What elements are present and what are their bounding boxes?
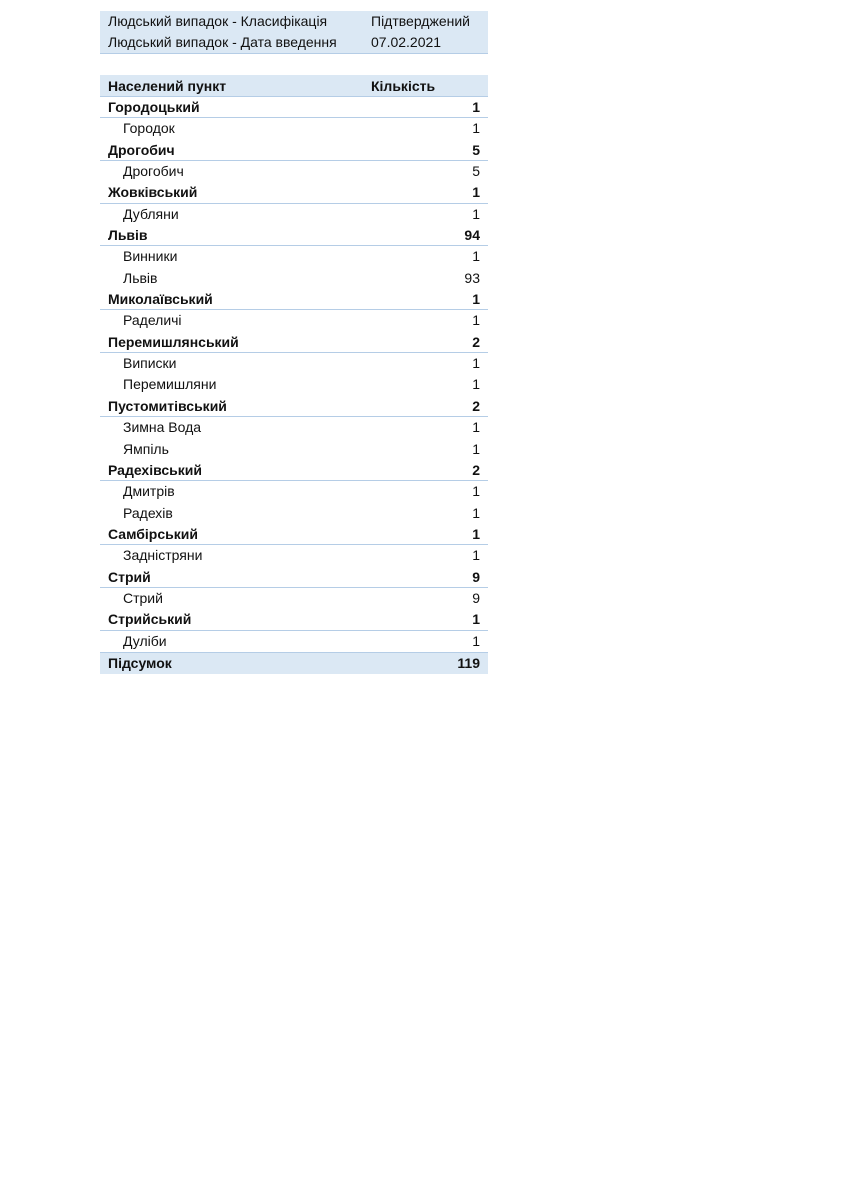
place-count: 1 [472, 376, 480, 393]
group-name: Жовківський [108, 184, 198, 201]
filter-value: 07.02.2021 [371, 34, 442, 50]
table-row [100, 631, 488, 652]
place-count: 1 [472, 632, 480, 649]
group-row [100, 182, 488, 203]
filter-row-date [100, 32, 488, 53]
filter-row-classification [100, 11, 488, 32]
group-total: 2 [472, 333, 480, 350]
group-row [100, 289, 488, 310]
column-header-count: Кількість [371, 78, 436, 94]
place-name: Дубляни [123, 205, 179, 222]
group-name: Перемишлянський [108, 333, 239, 350]
table-body [100, 97, 488, 652]
place-name: Стрий [123, 589, 163, 606]
place-name: Львів [123, 269, 158, 286]
group-total: 2 [472, 397, 480, 414]
group-total: 1 [472, 184, 480, 201]
table-row [100, 268, 488, 289]
group-name: Стрий [108, 568, 151, 585]
place-name: Задністряни [123, 547, 203, 564]
place-count: 1 [472, 419, 480, 436]
table-row [100, 246, 488, 267]
filter-label: Людський випадок - Дата введення [108, 34, 337, 50]
group-total: 1 [472, 611, 480, 628]
place-count: 5 [472, 163, 480, 180]
group-total: 9 [472, 568, 480, 585]
table-row [100, 439, 488, 460]
group-total: 2 [472, 461, 480, 478]
place-name: Ямпіль [123, 440, 169, 457]
group-total: 94 [464, 227, 480, 244]
group-name: Миколаївський [108, 291, 213, 308]
table-row [100, 503, 488, 524]
filter-value: Підтверджений [371, 13, 470, 29]
table-row [100, 545, 488, 566]
group-total: 5 [472, 141, 480, 158]
group-name: Стрийський [108, 611, 192, 628]
place-count: 93 [464, 269, 480, 286]
place-count: 9 [472, 589, 480, 606]
column-header-place: Населений пункт [108, 78, 227, 94]
group-total: 1 [472, 99, 480, 115]
group-row [100, 609, 488, 630]
group-row [100, 396, 488, 417]
place-name: Дмитрів [123, 483, 175, 500]
place-count: 1 [472, 483, 480, 500]
place-name: Зимна Вода [123, 419, 202, 436]
place-name: Раделичі [123, 312, 182, 329]
total-label: Підсумок [108, 654, 172, 671]
place-count: 1 [472, 120, 480, 137]
table-row [100, 161, 488, 182]
filter-label: Людський випадок - Класифікація [108, 13, 328, 29]
table-row [100, 204, 488, 225]
table-row [100, 310, 488, 331]
total-value: 119 [457, 654, 480, 671]
place-count: 1 [472, 440, 480, 457]
group-row [100, 140, 488, 161]
group-total: 1 [472, 291, 480, 308]
group-row [100, 460, 488, 481]
group-name: Пустомитівський [108, 397, 227, 414]
group-row [100, 97, 488, 118]
place-name: Дуліби [123, 632, 167, 649]
place-name: Винники [123, 248, 178, 265]
table-row [100, 417, 488, 438]
table-row [100, 353, 488, 374]
place-name: Радехів [123, 504, 173, 521]
group-name: Львів [108, 227, 148, 244]
group-name: Городоцький [108, 99, 200, 115]
table-row [100, 481, 488, 502]
group-total: 1 [472, 525, 480, 542]
group-row [100, 567, 488, 588]
table-row [100, 118, 488, 139]
place-count: 1 [472, 504, 480, 521]
filter-panel [100, 11, 488, 54]
place-name: Городок [123, 120, 175, 137]
group-name: Радехівський [108, 461, 202, 478]
place-name: Виписки [123, 355, 177, 372]
table-row [100, 374, 488, 395]
place-count: 1 [472, 205, 480, 222]
place-count: 1 [472, 547, 480, 564]
place-count: 1 [472, 312, 480, 329]
pivot-table [100, 75, 488, 674]
table-row [100, 588, 488, 609]
total-row [100, 652, 488, 674]
group-row [100, 225, 488, 246]
group-name: Самбірський [108, 525, 198, 542]
group-row [100, 332, 488, 353]
group-row [100, 524, 488, 545]
table-header [100, 75, 488, 97]
group-name: Дрогобич [108, 141, 175, 158]
place-name: Перемишляни [123, 376, 217, 393]
place-count: 1 [472, 355, 480, 372]
place-name: Дрогобич [123, 163, 184, 180]
place-count: 1 [472, 248, 480, 265]
